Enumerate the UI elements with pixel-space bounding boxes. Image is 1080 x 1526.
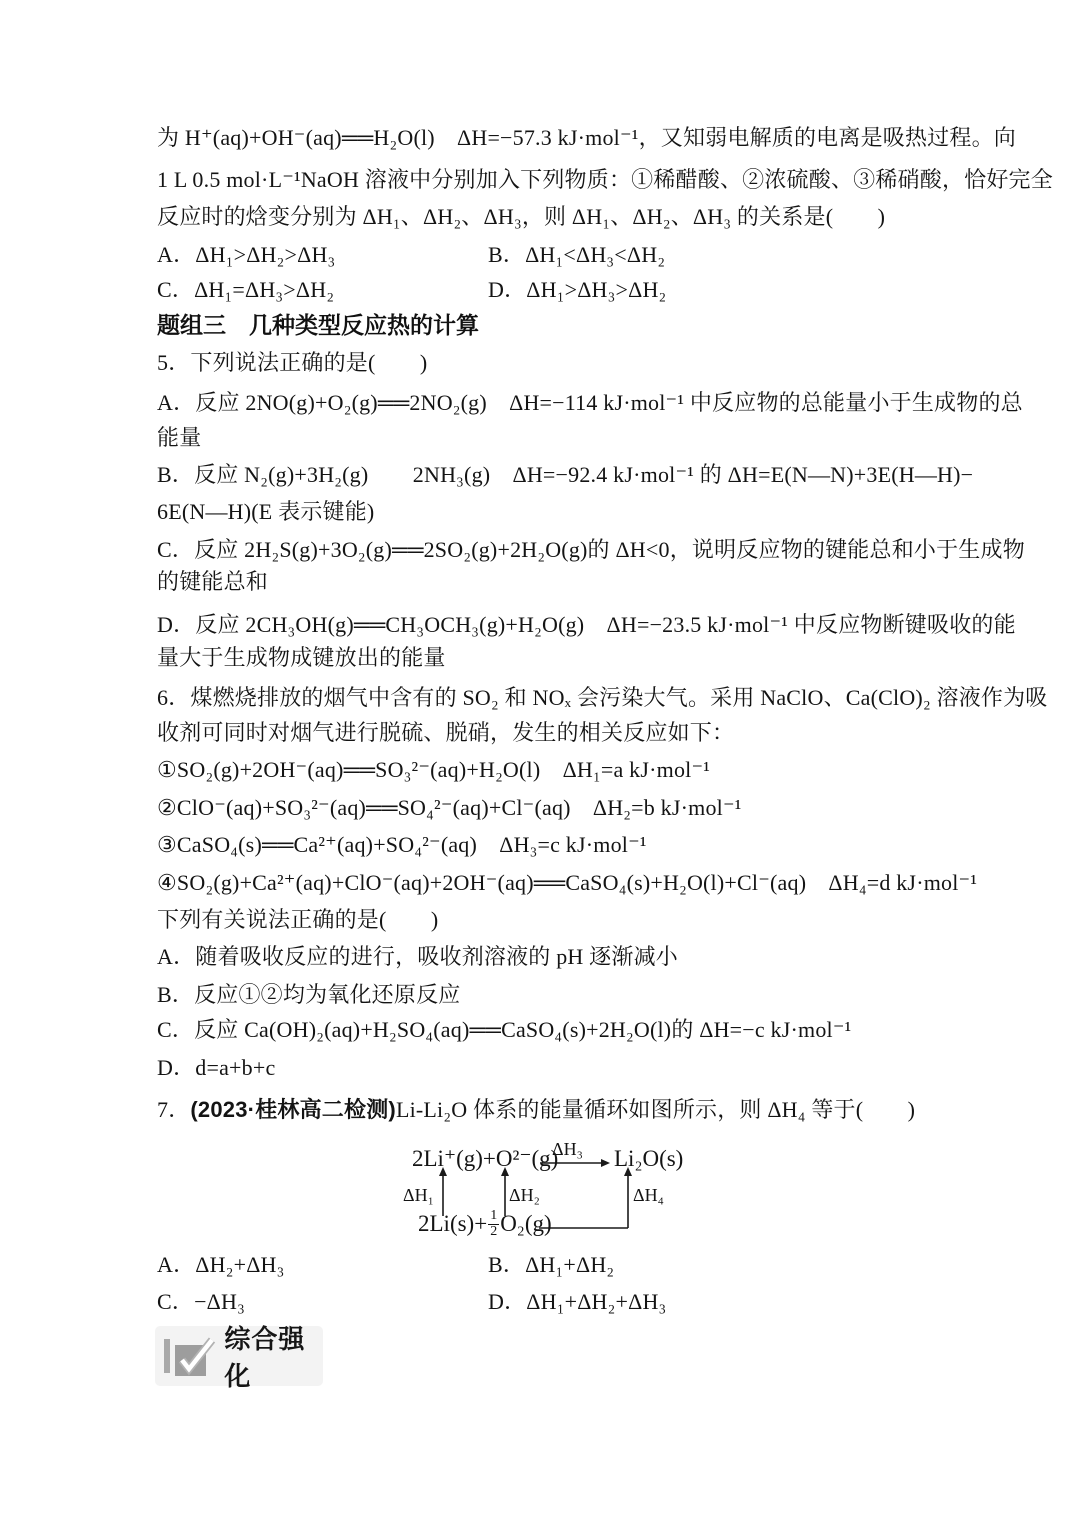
fraction-numerator: 1	[490, 1208, 498, 1223]
question-7-options-row-2	[157, 1285, 930, 1319]
question-5-stem: 5．下列说法正确的是( )	[157, 350, 428, 375]
badge-bar-icon	[164, 1339, 170, 1373]
badge-label: 综合强化	[224, 1324, 306, 1391]
question-7-option-c: C．−ΔH₃	[157, 1289, 245, 1314]
diagram-bottom-species	[418, 1209, 552, 1239]
one-half-fraction	[488, 1209, 499, 1239]
reaction-equation-3: ③CaSO₄(s)══Ca²⁺(aq)+SO₄²⁻(aq) ΔH₃=c kJ·mol⁻¹	[157, 832, 647, 857]
diagram-dh2-label: ΔH₂	[509, 1185, 540, 1205]
question-7-stem	[157, 1093, 915, 1127]
question-5-option-d-line-2: 量大于生成物成键放出的能量	[157, 645, 446, 670]
question-5-option-c-line-2: 的键能总和	[157, 569, 269, 594]
question-7-option-a: A．ΔH₂+ΔH₃	[157, 1252, 285, 1277]
diagram-bottom-pre: 2Li(s)+	[418, 1211, 488, 1237]
question-6-option-a: A．随着吸收反应的进行，吸收剂溶液的 pH 逐渐减小	[157, 944, 678, 969]
question-5-option-b-line-2: 6E(N—H)(E 表示键能)	[157, 499, 375, 524]
diagram-dh1-label: ΔH₁	[403, 1185, 434, 1205]
question-5-option-c-line-1: C．反应 2H₂S(g)+3O₂(g)══2SO₂(g)+2H₂O(g)的 ΔH<0，说明反应物的键能总和小于生成物	[157, 537, 1025, 562]
question-6-option-c: C．反应 Ca(OH)₂(aq)+H₂SO₄(aq)══CaSO₄(s)+2H₂O(l)的 ΔH=−c kJ·mol⁻¹	[157, 1017, 852, 1042]
question-6-stem-line-1: 6．煤燃烧排放的烟气中含有的 SO₂ 和 NOₓ 会污染大气。采用 NaClO、Ca(ClO)₂ 溶液作为吸	[157, 685, 1048, 710]
diagram-dh3-label: ΔH₃	[552, 1139, 583, 1159]
question-4-intro-line-1: 为 H⁺(aq)+OH⁻(aq)══H₂O(l) ΔH=−57.3 kJ·mol⁻¹，又知弱电解质的电离是吸热过程。向	[157, 125, 1016, 150]
question-4-option-b: B．ΔH₁<ΔH₃<ΔH₂	[488, 242, 666, 267]
reaction-equation-1: ①SO₂(g)+2OH⁻(aq)══SO₃²⁻(aq)+H₂O(l) ΔH₁=a kJ·mol⁻¹	[157, 757, 711, 782]
question-4-option-a: A．ΔH₁>ΔH₂>ΔH₃	[157, 242, 336, 267]
question-5-option-a-line-2: 能量	[157, 425, 202, 450]
question-6-stem-line-2: 收剂可同时对烟气进行脱硫、脱硝，发生的相关反应如下：	[157, 720, 735, 745]
question-4-options-row-1	[157, 238, 930, 272]
question-5-option-d-line-1: D．反应 2CH₃OH(g)══CH₃OCH₃(g)+H₂O(g) ΔH=−23.5 kJ·mol⁻¹ 中反应物断键吸收的能	[157, 612, 1016, 637]
question-6-option-b: B．反应①②均为氧化还原反应	[157, 982, 461, 1007]
reaction-equation-2: ②ClO⁻(aq)+SO₃²⁻(aq)══SO₄²⁻(aq)+Cl⁻(aq) ΔH₂=b kJ·mol⁻¹	[157, 795, 742, 820]
question-7-options-row-1	[157, 1248, 930, 1282]
question-7-source-tag: (2023·桂林高二检测)	[190, 1097, 396, 1122]
question-7-option-b: B．ΔH₁+ΔH₂	[488, 1252, 615, 1277]
question-4-intro-line-3: 反应时的焓变分别为 ΔH₁、ΔH₂、ΔH₃，则 ΔH₁、ΔH₂、ΔH₃ 的关系是( )	[157, 204, 886, 229]
question-4-options-row-2	[157, 273, 930, 307]
question-4-option-d: D．ΔH₁>ΔH₃>ΔH₂	[488, 277, 667, 302]
question-5-option-a-line-1: A．反应 2NO(g)+O₂(g)══2NO₂(g) ΔH=−114 kJ·mol⁻¹ 中反应物的总能量小于生成物的总	[157, 390, 1023, 415]
checkbox-check-icon	[174, 1333, 216, 1379]
question-4-option-c: C．ΔH₁=ΔH₃>ΔH₂	[157, 277, 335, 302]
question-5-option-b-line-1: B．反应 N₂(g)+3H₂(g) 2NH₃(g) ΔH=−92.4 kJ·mol⁻¹ 的 ΔH=E(N—N)+3E(H—H)−	[157, 462, 974, 487]
section-badge	[155, 1324, 323, 1391]
question-6-prompt: 下列有关说法正确的是( )	[157, 907, 439, 932]
dh4-up-arrow	[624, 1167, 632, 1228]
question-4-intro-line-2: 1 L 0.5 mol·L⁻¹NaOH 溶液中分别加入下列物质：①稀醋酸、②浓硫酸、③稀硝酸，恰好完全	[157, 167, 1053, 192]
diagram-top-right-species: Li₂O(s)	[614, 1146, 684, 1171]
question-7-stem-text: Li-Li₂O 体系的能量循环如图所示，则 ΔH₄ 等于( )	[395, 1097, 916, 1122]
diagram-dh4-label: ΔH₄	[633, 1185, 664, 1205]
energy-cycle-diagram	[390, 1138, 700, 1260]
question-6-option-d: D．d=a+b+c	[157, 1055, 276, 1080]
question-7-option-d: D．ΔH₁+ΔH₂+ΔH₃	[488, 1289, 667, 1314]
diagram-top-left-species: 2Li⁺(g)+O²⁻(g)	[412, 1146, 559, 1171]
question-7-number: 7．	[157, 1097, 191, 1122]
reaction-equation-4: ④SO₂(g)+Ca²⁺(aq)+ClO⁻(aq)+2OH⁻(aq)══CaSO₄(s)+H₂O(l)+Cl⁻(aq) ΔH₄=d kJ·mol⁻¹	[157, 870, 978, 895]
topic-group-3-heading: 题组三 几种类型反应热的计算	[157, 312, 479, 338]
fraction-denominator: 2	[490, 1223, 498, 1239]
diagram-bottom-post: O₂(g)	[500, 1211, 552, 1237]
